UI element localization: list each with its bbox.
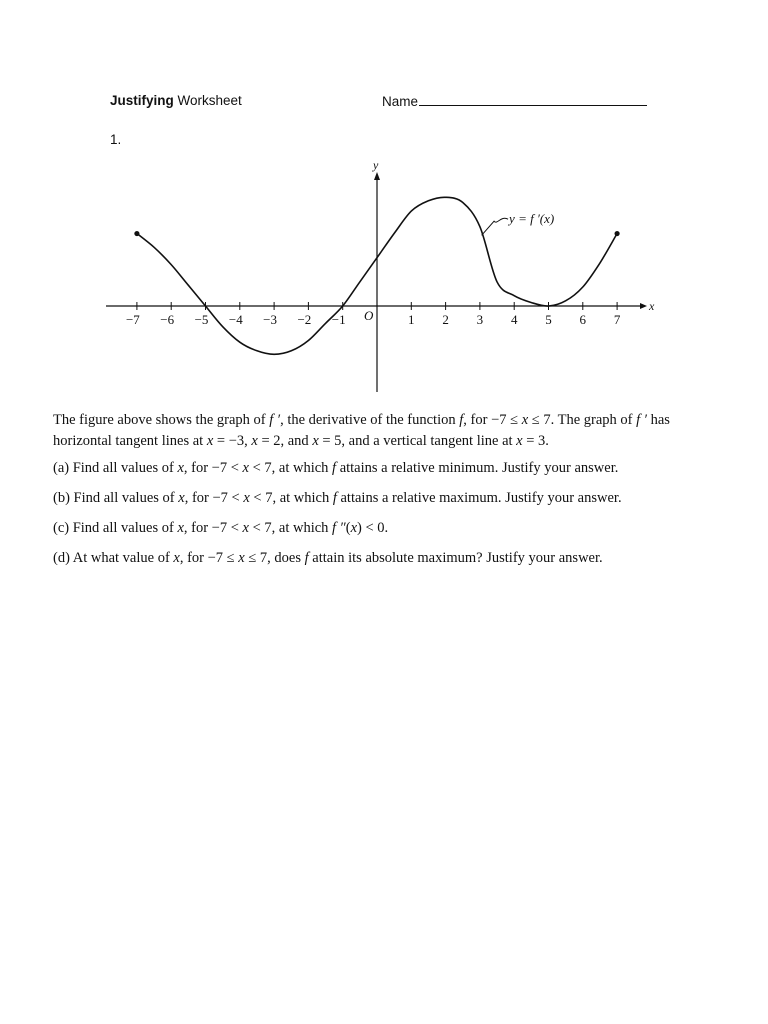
part-var: x xyxy=(173,550,180,566)
x-tick-label: 3 xyxy=(476,312,484,327)
y-axis-arrow xyxy=(374,172,380,180)
part-d xyxy=(53,548,743,569)
x-tick-label: 2 xyxy=(442,312,449,327)
name-field[interactable] xyxy=(382,93,647,109)
intro-fprime: f ′ xyxy=(269,412,281,428)
intro-text: = −3, xyxy=(213,433,252,449)
part-text: ( xyxy=(345,520,351,536)
intro-text: , for −7 ≤ xyxy=(463,412,522,428)
x-tick-label: −7 xyxy=(125,312,140,327)
part-text: ≤ 7, does xyxy=(244,550,305,566)
part-text: < 7, at which xyxy=(249,490,333,506)
x-axis-label: x xyxy=(649,299,655,313)
part-a xyxy=(53,458,743,479)
part-text: (c) Find all values of xyxy=(53,520,178,536)
intro-x: x xyxy=(251,433,258,449)
x-tick-label: −1 xyxy=(331,312,346,327)
graph-tick-labels xyxy=(126,312,621,327)
part-var: f xyxy=(332,460,337,476)
worksheet-title xyxy=(110,93,242,108)
x-axis-arrow xyxy=(640,303,647,309)
part-text: attains a relative minimum. Justify your answer. xyxy=(336,460,619,476)
part-var: f xyxy=(304,550,309,566)
x-tick-label: −5 xyxy=(194,312,209,327)
part-text: < 7, at which xyxy=(248,520,333,536)
part-text: (a) Find all values of xyxy=(53,460,178,476)
derivative-graph xyxy=(0,150,768,400)
part-text: (b) Find all values of xyxy=(53,490,179,506)
part-var: x xyxy=(242,460,249,476)
part-var: x xyxy=(350,520,358,536)
curve-label: y = f ′(x) xyxy=(509,211,555,227)
part-text: , for −7 ≤ xyxy=(179,550,239,566)
intro-text: = 5, and a vertical tangent line at xyxy=(318,433,517,449)
x-tick-label: 1 xyxy=(408,312,415,327)
x-tick-label: 4 xyxy=(510,312,518,327)
part-var: x xyxy=(242,520,249,536)
graph-axes xyxy=(106,172,647,392)
left-endpoint-dot xyxy=(134,231,139,236)
intro-text: The figure above shows the graph of xyxy=(53,412,270,428)
right-endpoint-dot xyxy=(615,231,620,236)
part-c xyxy=(53,518,743,539)
intro-text: has xyxy=(646,412,670,428)
title-rest: Worksheet xyxy=(173,93,242,108)
part-var: x xyxy=(177,460,184,476)
intro-text: horizontal tangent lines at xyxy=(53,433,207,449)
part-text: < 7, at which xyxy=(248,460,333,476)
x-tick-label: 6 xyxy=(579,312,587,327)
part-var: f xyxy=(332,490,337,506)
x-tick-label: −2 xyxy=(297,312,312,327)
intro-x: x xyxy=(516,433,523,449)
name-label: Name xyxy=(382,94,419,109)
intro-text: = 2, and xyxy=(257,433,313,449)
part-var: x xyxy=(238,550,245,566)
part-b xyxy=(53,488,743,509)
part-text: attains a relative maximum. Justify your answer. xyxy=(336,490,622,506)
x-tick-label: 7 xyxy=(613,312,621,327)
curve-label-leader xyxy=(482,218,508,235)
intro-text: ≤ 7. The graph of xyxy=(528,412,637,428)
x-tick-label: −3 xyxy=(263,312,278,327)
intro-text: = 3. xyxy=(522,433,549,449)
part-text: , for −7 < xyxy=(183,460,243,476)
title-bold: Justifying xyxy=(110,93,174,108)
intro-x: x xyxy=(521,412,529,428)
part-text: ) < 0. xyxy=(357,520,389,536)
intro-text: , the derivative of the function xyxy=(280,412,460,428)
x-tick-label: −4 xyxy=(228,312,243,327)
name-blank-line[interactable] xyxy=(419,93,647,106)
x-tick-label: −6 xyxy=(160,312,175,327)
problem-statement xyxy=(53,410,743,452)
origin-label: O xyxy=(364,308,374,323)
part-var: x xyxy=(177,520,184,536)
part-text: , for −7 < xyxy=(183,520,243,536)
part-text: , for −7 < xyxy=(184,490,244,506)
question-number: 1. xyxy=(110,132,122,147)
part-text: attain its absolute maximum? Justify your answer. xyxy=(308,550,603,566)
intro-f: f xyxy=(459,412,464,428)
intro-fprime: f ′ xyxy=(636,412,647,428)
part-var: x xyxy=(243,490,250,506)
y-axis-label: y xyxy=(373,158,379,172)
x-tick-label: 5 xyxy=(545,312,552,327)
part-var: x xyxy=(178,490,185,506)
part-text: (d) At what value of xyxy=(53,550,174,566)
intro-x: x xyxy=(312,433,319,449)
intro-x: x xyxy=(206,433,214,449)
part-var: f ″ xyxy=(332,520,346,536)
